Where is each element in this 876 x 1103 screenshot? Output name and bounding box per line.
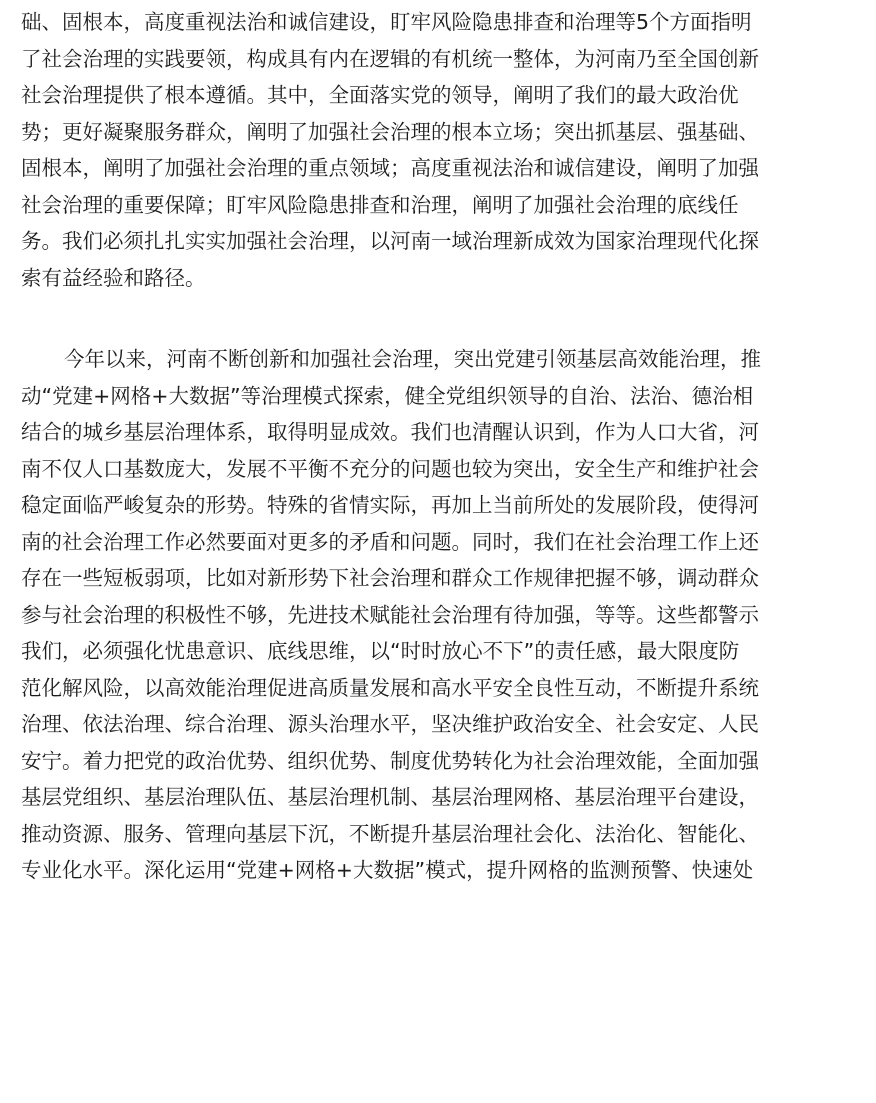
text-line: 社会治理提供了根本遵循。其中，全面落实党的领导，阐明了我们的最大政治优 (21, 83, 739, 107)
text-line: 务。我们必须扎扎实实加强社会治理，以河南一域治理新成效为国家治理现代化探 (21, 229, 759, 253)
text-line: 南的社会治理工作必然要面对更多的矛盾和问题。同时，我们在社会治理工作上还 (21, 529, 759, 554)
text-line: 动“党建+网格+大数据”等治理模式探索，健全党组织领导的自治、法治、德治相 (21, 383, 754, 408)
paragraph (21, 341, 861, 889)
text-line: 推动资源、服务、管理向基层下沉，不断提升基层治理社会化、法治化、智能化、 (21, 821, 759, 846)
article-body (21, 4, 861, 889)
text-line: 势；更好凝聚服务群众，阐明了加强社会治理的根本立场；突出抓基层、强基础、 (21, 119, 759, 144)
text-line: 南不仅人口基数庞大，发展不平衡不充分的问题也较为突出，安全生产和维护社会 (21, 456, 759, 481)
text-line: 范化解风险，以高效能治理促进高质量发展和高水平安全良性互动，不断提升系统 (21, 675, 759, 700)
text-line: 专业化水平。深化运用“党建+网格+大数据”模式，提升网格的监测预警、快速处 (21, 858, 754, 882)
text-line: 治理、依法治理、综合治理、源头治理水平，坚决维护政治安全、社会安定、人民 (21, 712, 759, 736)
text-line: 今年以来，河南不断创新和加强社会治理，突出党建引领基层高效能治理，推 (64, 347, 761, 371)
text-line: 结合的城乡基层治理体系，取得明显成效。我们也清醒认识到，作为人口大省，河 (21, 420, 759, 444)
text-line: 安宁。着力把党的政治优势、组织优势、制度优势转化为社会治理效能，全面加强 (21, 748, 759, 773)
paragraph-spacer (21, 296, 861, 341)
text-line: 了社会治理的实践要领，构成具有内在逻辑的有机统一整体，为河南乃至全国创新 (21, 46, 759, 71)
text-line: 基层党组织、基层治理队伍、基层治理机制、基层治理网格、基层治理平台建设， (21, 785, 759, 809)
text-line: 索有益经验和路径。 (21, 265, 206, 290)
text-line: 础、固根本，高度重视法治和诚信建设，盯牢风险隐患排查和治理等5个方面指明 (21, 10, 752, 34)
text-line: 存在一些短板弱项，比如对新形势下社会治理和群众工作规律把握不够，调动群众 (21, 566, 759, 590)
paragraph (21, 4, 861, 296)
text-line: 固根本，阐明了加强社会治理的重点领域；高度重视法治和诚信建设，阐明了加强 (21, 156, 759, 180)
text-line: 社会治理的重要保障；盯牢风险隐患排查和治理，阐明了加强社会治理的底线任 (21, 192, 739, 217)
text-line: 稳定面临严峻复杂的形势。特殊的省情实际，再加上当前所处的发展阶段，使得河 (21, 493, 759, 517)
text-line: 参与社会治理的积极性不够，先进技术赋能社会治理有待加强，等等。这些都警示 (21, 602, 759, 627)
text-line: 我们，必须强化忧患意识、底线思维，以“时时放心不下”的责任感，最大限度防 (21, 639, 740, 663)
